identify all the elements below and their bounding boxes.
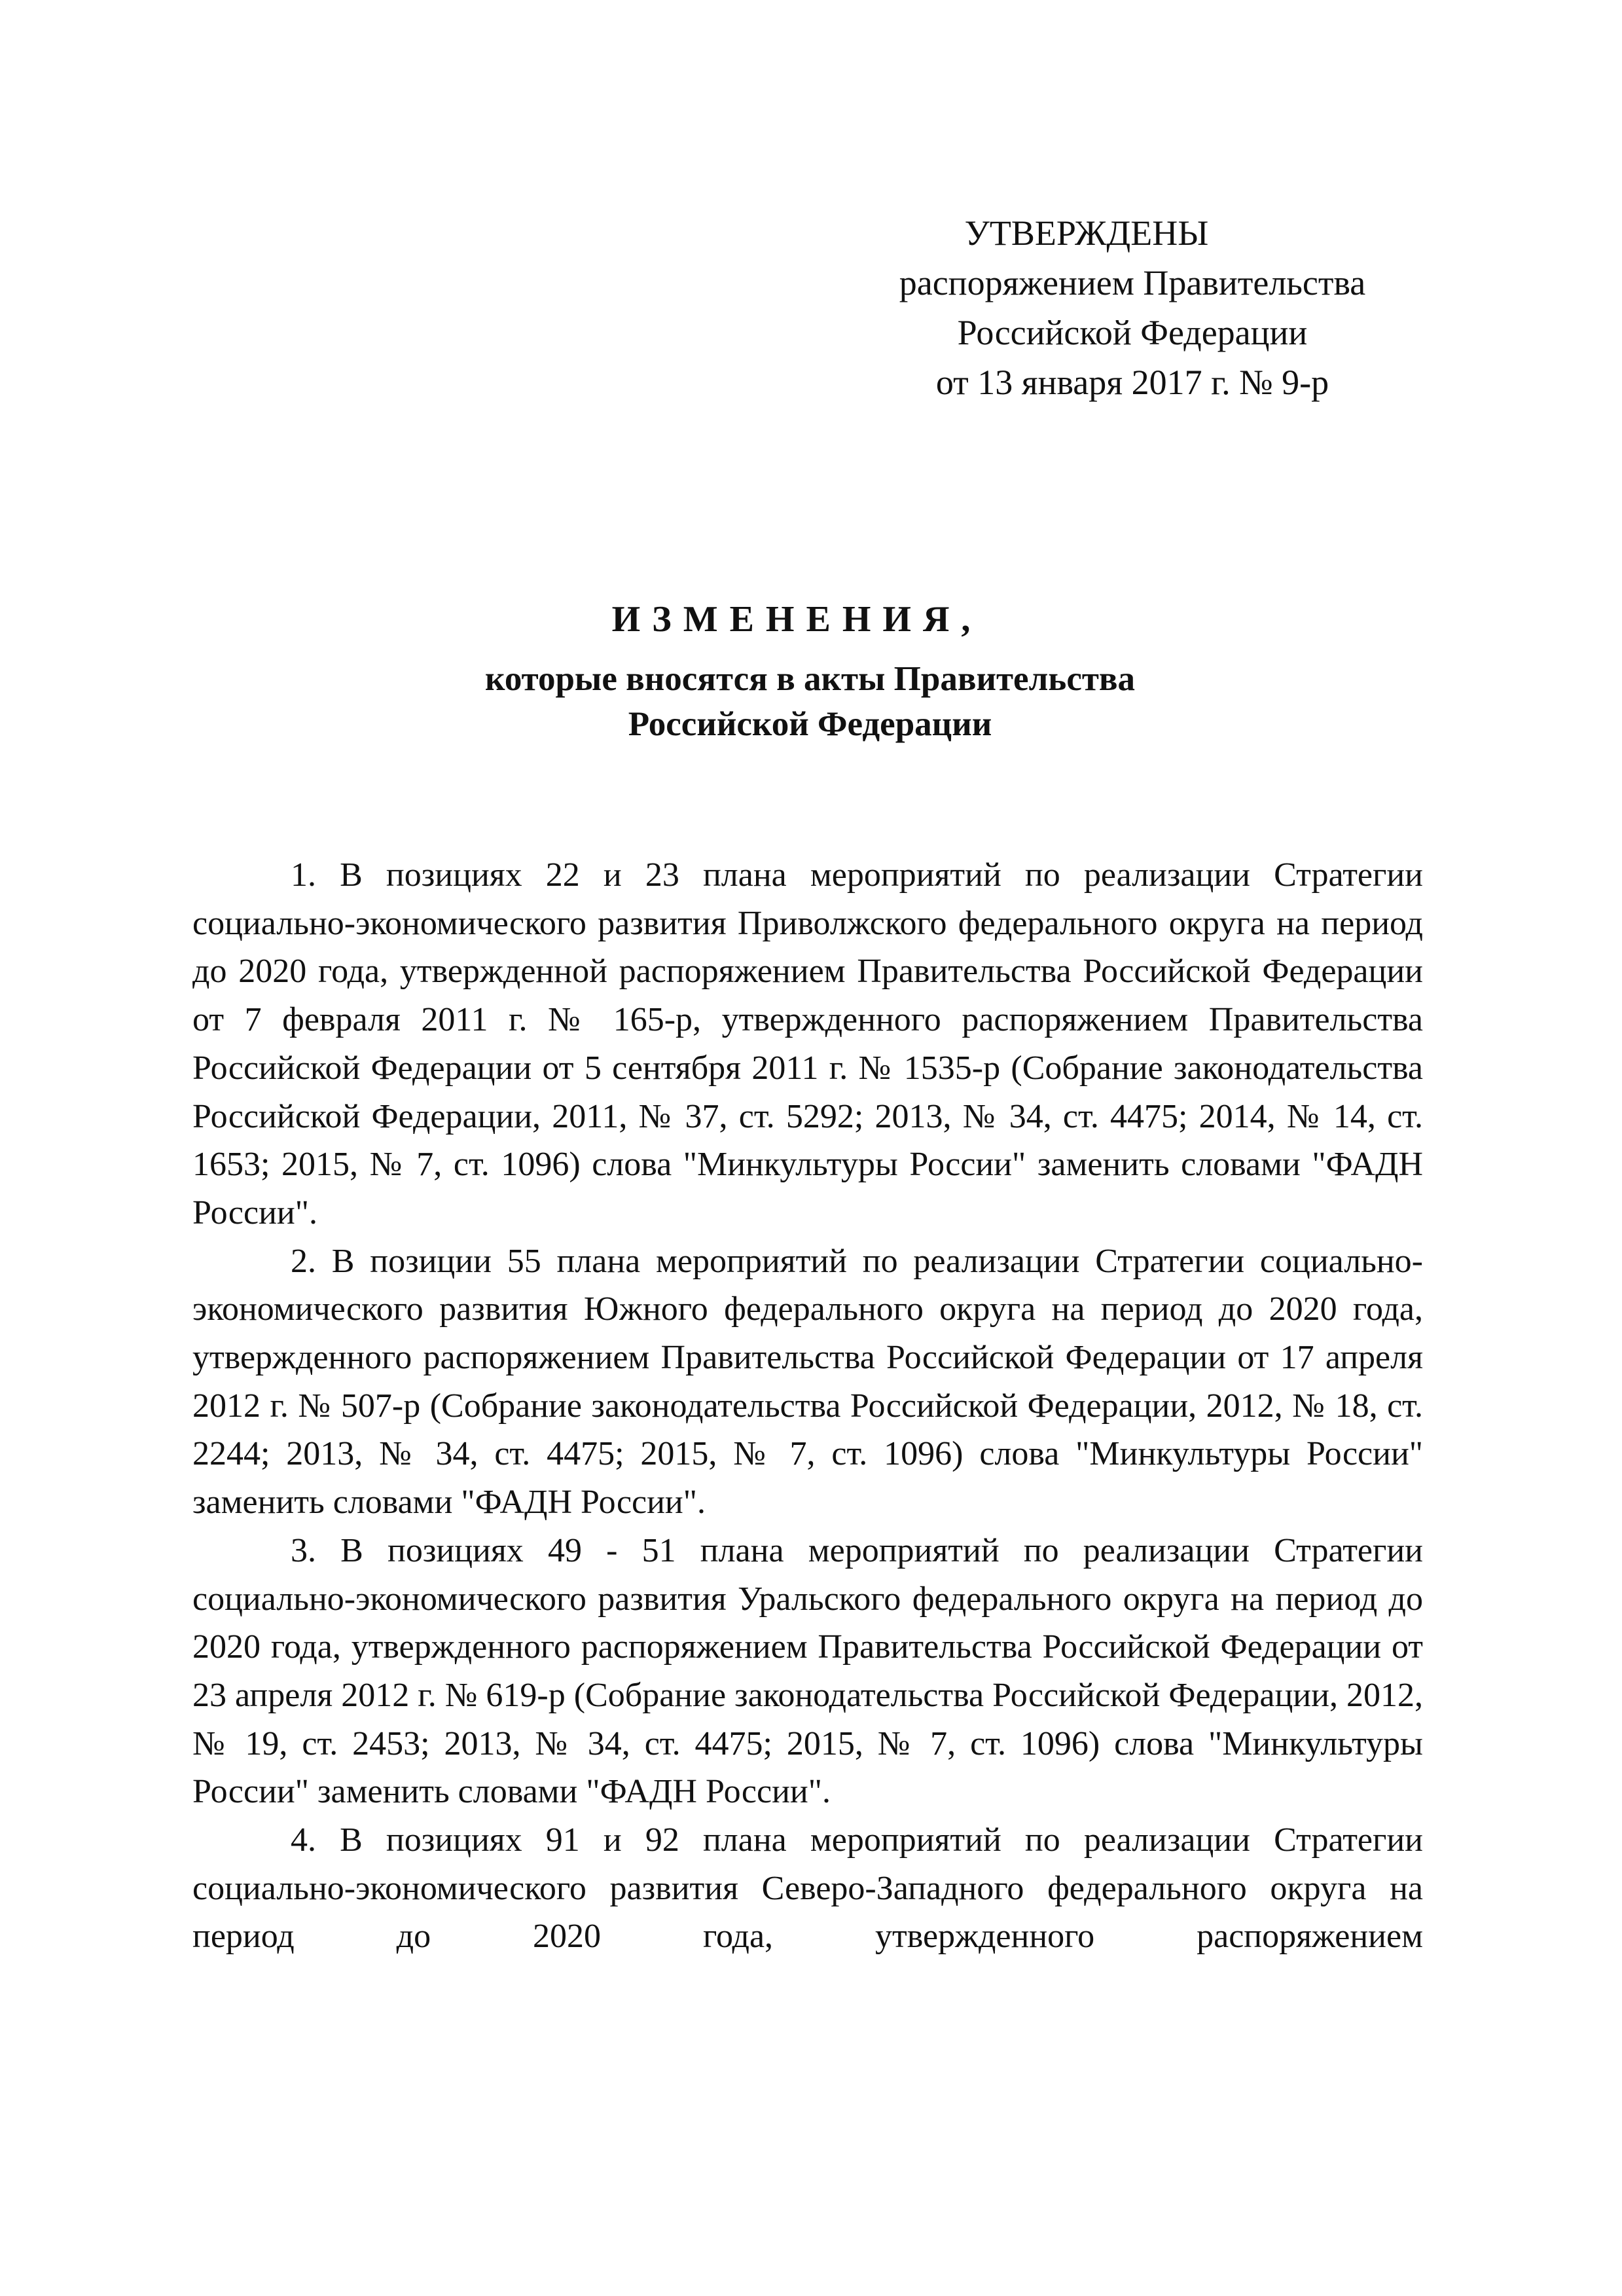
paragraph-4: 4. В позициях 91 и 92 плана мероприятий по реализации Стратегии социально-экономического развития Северо-Западного федерального округа на период до 2020 года, утвержденного распоряжением [192, 1821, 1423, 1956]
document-title [196, 594, 1424, 747]
title-sub-line-2: Российской Федерации [628, 705, 992, 743]
approval-heading: УТВЕРЖДЕНЫ [964, 213, 1209, 253]
approval-date-number: от 13 января 2017 г. № 9-р [935, 363, 1329, 402]
document-body [192, 851, 1423, 1961]
title-sub [196, 657, 1424, 747]
title-sub-line-1: которые вносятся в акты Правительства [484, 660, 1136, 698]
paragraph-1: 1. В позициях 22 и 23 плана мероприятий по реализации Стратегии социально-экономического развития Приволжского федерального округа на период до 2020 года, утвержденной распоряжением Правительства Российской Федерации от 7 февраля 2011 г. № 165-р, утвержденного распоряжением Правительства Российской Федерации от 5 сентября 2011 г. № 1535-р (Собрание законодательства Российской Федерации, 2011, № 37, ст. 5292; 2013, № 34, ст. 4475; 2014, № 14, ст. 1653; 2015, № 7, ст. 1096) слова "Минкультуры России" заменить словами "ФАДН России". [192, 856, 1423, 1231]
approval-line-1: распоряжением Правительства [899, 263, 1366, 302]
paragraph-3: 3. В позициях 49 - 51 плана мероприятий по реализации Стратегии социально-экономического развития Уральского федерального округа на период до 2020 года, утвержденного распоряжением Правительства Российской Федерации от 23 апреля 2012 г. № 619-р (Собрание законодательства Российской Федерации, 2012, № 19, ст. 2453; 2013, № 34, ст. 4475; 2015, № 7, ст. 1096) слова "Минкультуры России" заменить словами "ФАДН России". [192, 1531, 1423, 1811]
title-main: ИЗМЕНЕНИЯ, [611, 599, 982, 640]
approval-block [851, 208, 1414, 407]
paragraph-2: 2. В позиции 55 плана мероприятий по реализации Стратегии социально-экономического развития Южного федерального округа на период до 2020 года, утвержденного распоряжением Правительства Российской Федерации от 17 апреля 2012 г. № 507-р (Собрание законодательства Российской Федерации, 2012, № 18, ст. 2244; 2013, № 34, ст. 4475; 2015, № 7, ст. 1096) слова "Минкультуры России" заменить словами "ФАДН России". [192, 1242, 1423, 1522]
approval-line-2: Российской Федерации [957, 313, 1308, 352]
